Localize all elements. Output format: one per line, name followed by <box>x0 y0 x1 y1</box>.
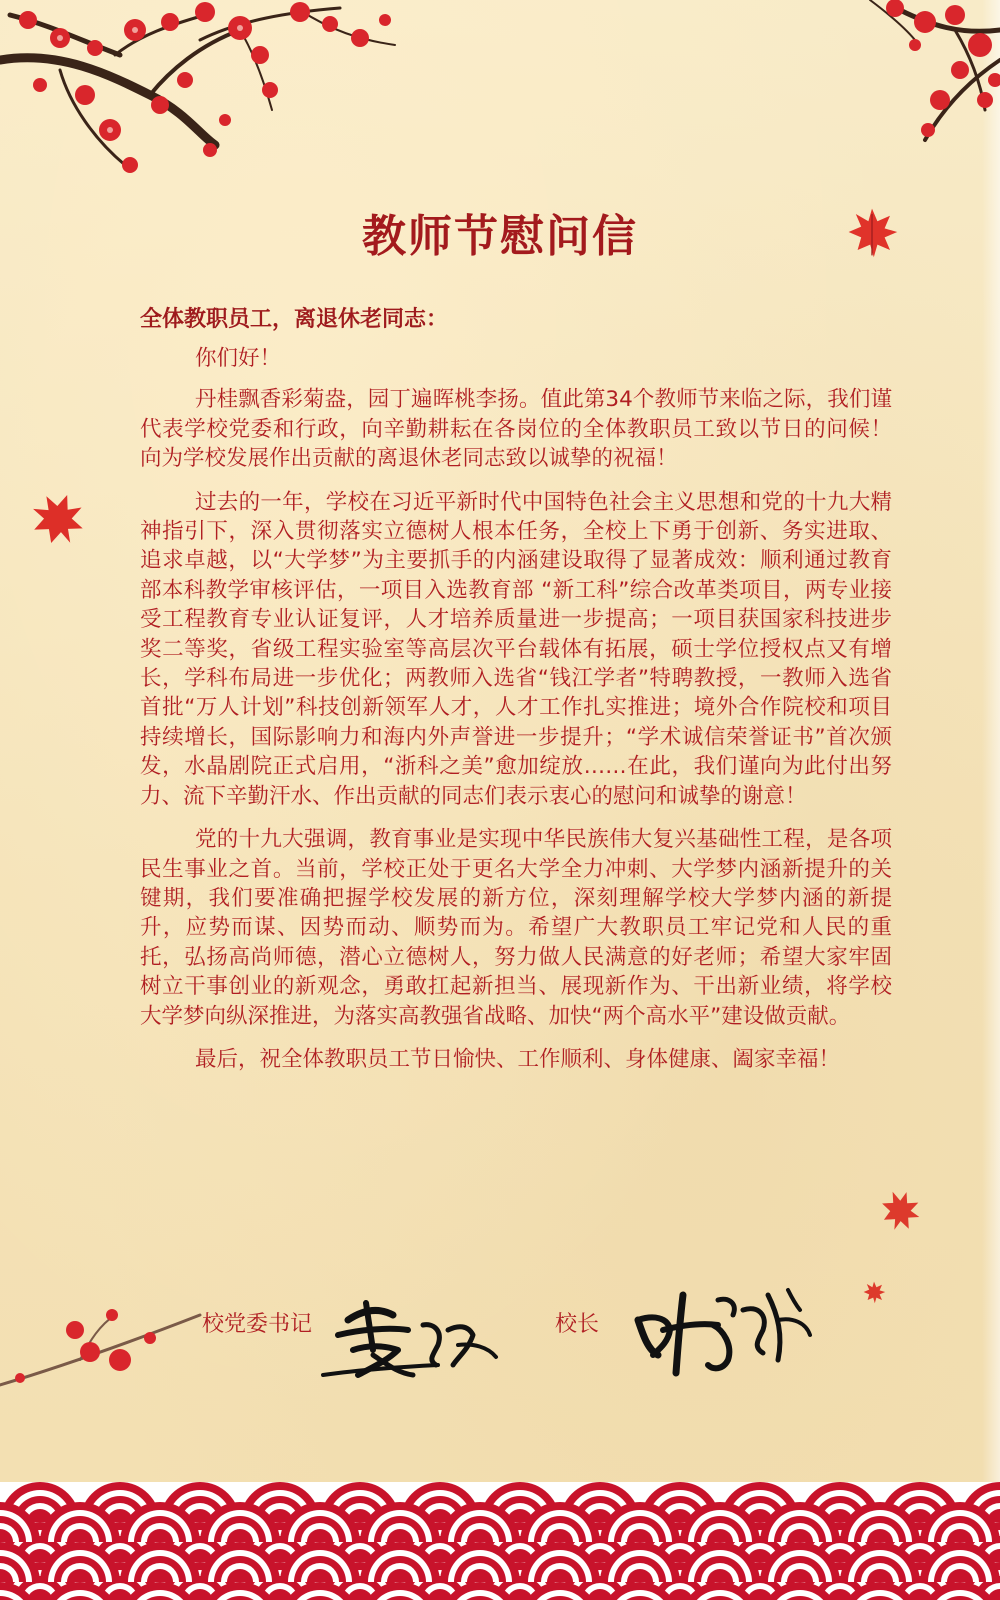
signature-block <box>0 1295 1000 1415</box>
salutation: 全体教职员工，离退休老同志： <box>140 307 449 332</box>
paragraph: 丹桂飘香彩菊盎，园丁遍晖桃李扬。值此第34个教师节来临之际，我们谨代表学校党委和行政，向辛勤耕耘在各岗位的全体教职员工致以节日的问候！向为学校发展作出贡献的离退休老同志致以诚挚的祝福！ <box>140 387 892 472</box>
letter-body <box>140 304 892 1088</box>
plum-blossom-branch-icon <box>700 0 1000 160</box>
maple-leaf-icon <box>878 1188 922 1232</box>
secretary-signature <box>318 1295 508 1395</box>
wave-pattern-icon <box>0 1482 1000 1600</box>
letter-title: 教师节慰问信 <box>362 211 638 262</box>
maple-leaf-icon <box>28 490 86 548</box>
president-label: 校长 <box>555 1312 600 1337</box>
paragraph: 过去的一年，学校在习近平新时代中国特色社会主义思想和党的十九大精神指引下，深入贯彻落实立德树人根本任务，全校上下勇于创新、务实进取、追求卓越，以“大学梦”为主要抓手的内涵建设取得了显著成效：顺利通过教育部本科教学审核评估，一项目入选教育部 “新工科”综合改革类项目，两专业接受工程教育专业认证复评，人才培养质量进一步提高；一项目获国家科技进步奖二等奖，省级工程实验室等高层次平台载体有拓展，硕士学位授权点又有增长，学科布局进一步优化；两教师入选省“钱江学者”特聘教授，一教师入选省首批“万人计划”科技创新领军人才，人才工作扎实推进；境外合作院校和项目持续增长，国际影响力和海内外声誉进一步提升；“学术诚信荣誉证书”首次颁发，水晶剧院正式启用，“浙科之美”愈加绽放……在此，我们谨向为此付出努力、流下辛勤汗水、作出贡献的同志们表示衷心的慰问和诚挚的谢意！ <box>140 489 892 809</box>
paragraph: 最后，祝全体教职员工节日愉快、工作顺利、身体健康、阖家幸福！ <box>195 1046 841 1072</box>
president-signature <box>628 1275 818 1385</box>
secretary-label: 校党委书记 <box>202 1312 313 1337</box>
paragraph: 党的十九大强调，教育事业是实现中华民族伟大复兴基础性工程，是各项民生事业之首。当前，学校正处于更名大学全力冲刺、大学梦内涵新提升的关键期，我们要准确把握学校发展的新方位，深刻理解学校大学梦内涵的新提升，应势而谋、因势而动、顺势而为。希望广大教职员工牢记党和人民的重托，弘扬高尚师德，潜心立德树人，努力做人民满意的好老师；希望大家牢固树立干事创业的新观念，勇敢扛起新担当、展现新作为、干出新业绩，将学校大学梦向纵深推进，为落实高教强省战略、加快“两个高水平”建设做贡献。 <box>140 827 892 1029</box>
plum-blossom-branch-icon <box>0 0 400 200</box>
greeting: 你们好！ <box>195 346 282 371</box>
